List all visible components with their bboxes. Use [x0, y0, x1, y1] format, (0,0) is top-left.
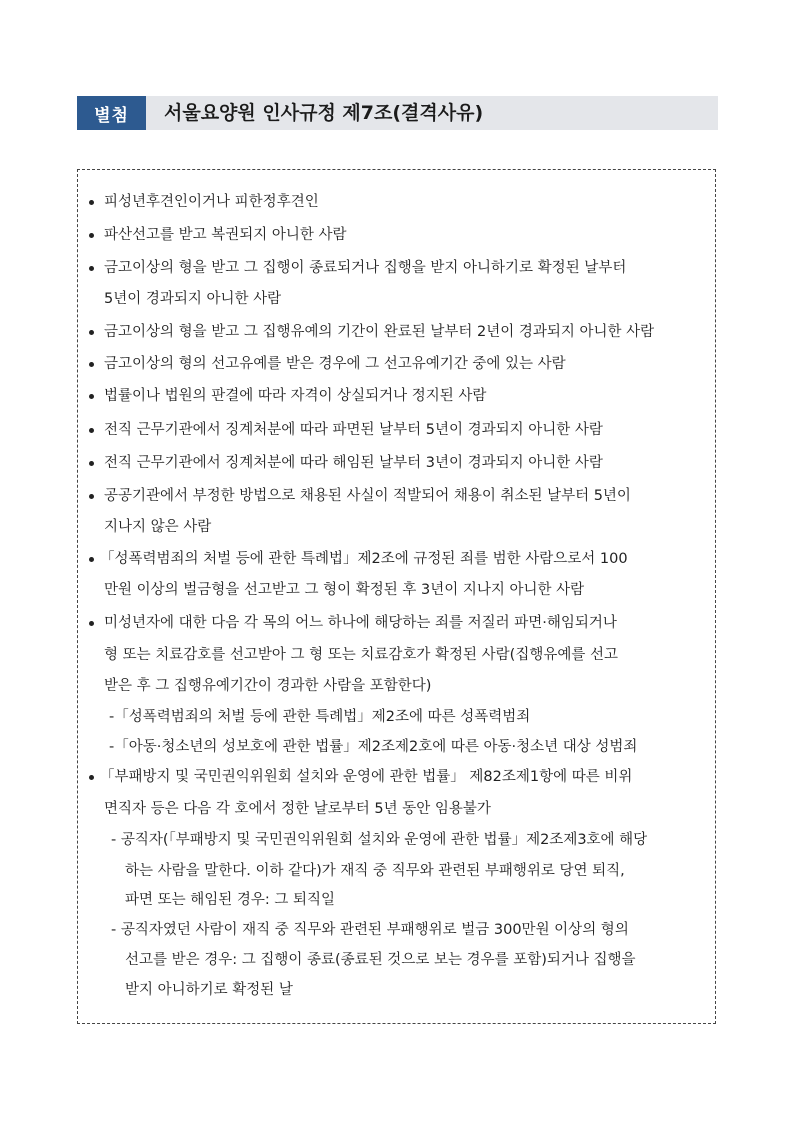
sub-item-line: 하는 사람을 말한다. 이하 같다)가 재직 중 직무와 관련된 부패행위로 당연 퇴직, — [125, 863, 625, 879]
header-bar — [77, 96, 718, 130]
list-item-line: 만원 이상의 벌금형을 선고받고 그 형이 확정된 후 3년이 지나지 아니한 사람 — [104, 582, 585, 598]
list-item-line: 금고이상의 형을 받고 그 집행이 종료되거나 집행을 받지 아니하기로 확정된 날부터 — [104, 260, 627, 276]
bullet — [89, 621, 94, 626]
attachment-badge: 별첨 — [77, 96, 146, 130]
bullet — [89, 557, 94, 562]
sub-item-line: 받지 아니하기로 확정된 날 — [125, 982, 293, 998]
list-item-line: 금고이상의 형의 선고유예를 받은 경우에 그 선고유예기간 중에 있는 사람 — [104, 356, 566, 372]
sub-item-line: 파면 또는 해임된 경우: 그 퇴직일 — [125, 892, 336, 908]
list-item-line: 지나지 않은 사람 — [104, 519, 212, 535]
bullet — [89, 200, 94, 205]
list-item-line: 전직 근무기관에서 징계처분에 따라 해임된 날부터 3년이 경과되지 아니한 사람 — [104, 455, 603, 471]
sub-item-line: -「아동·청소년의 성보호에 관한 법률」제2조제2호에 따른 아동·청소년 대상 성범죄 — [109, 739, 638, 755]
list-item-line: 피성년후견인이거나 피한정후견인 — [104, 194, 319, 210]
bullet — [89, 775, 94, 780]
bullet — [89, 266, 94, 271]
page-title: 서울요양원 인사규정 제7조(결격사유) — [164, 102, 484, 124]
list-item-line: 면직자 등은 다음 각 호에서 정한 날로부터 5년 동안 임용불가 — [104, 801, 491, 817]
sub-item-line: - 공직자였던 사람이 재직 중 직무와 관련된 부패행위로 벌금 300만원 이상의 형의 — [111, 922, 629, 938]
list-item-line: 공공기관에서 부정한 방법으로 채용된 사실이 적발되어 채용이 취소된 날부터 5년이 — [104, 488, 631, 504]
list-item-line: 금고이상의 형을 받고 그 집행유예의 기간이 완료된 날부터 2년이 경과되지 아니한 사람 — [104, 324, 655, 340]
bullet — [89, 394, 94, 399]
list-item-line: 미성년자에 대한 다음 각 목의 어느 하나에 해당하는 죄를 저질러 파면·해임되거나 — [104, 615, 617, 631]
list-item-line: 형 또는 치료감호를 선고받아 그 형 또는 치료감호가 확정된 사람(집행유예를 선고 — [104, 647, 618, 663]
bullet — [89, 494, 94, 499]
list-item-line: 「부패방지 및 국민권익위원회 설치와 운영에 관한 법률」 제82조제1항에 따른 비위 — [100, 769, 633, 785]
bullet — [89, 233, 94, 238]
bullet — [89, 461, 94, 466]
sub-item-line: -「성폭력범죄의 처벌 등에 관한 특례법」제2조에 따른 성폭력범죄 — [109, 709, 531, 725]
list-item-line: 법률이나 법원의 판결에 따라 자격이 상실되거나 정지된 사람 — [104, 388, 487, 404]
list-item-line: 받은 후 그 집행유예기간이 경과한 사람을 포함한다) — [104, 678, 432, 694]
sub-item-line: - 공직자(「부패방지 및 국민권익위원회 설치와 운영에 관한 법률」제2조제3호에 해당 — [111, 832, 648, 848]
list-item-line: 전직 근무기관에서 징계처분에 따라 파면된 날부터 5년이 경과되지 아니한 사람 — [104, 422, 603, 438]
sub-item-line: 선고를 받은 경우: 그 집행이 종료(종료된 것으로 보는 경우를 포함)되거나 집행을 — [125, 952, 636, 968]
bullet — [89, 362, 94, 367]
bullet — [89, 330, 94, 335]
bullet — [89, 428, 94, 433]
list-item-line: 5년이 경과되지 아니한 사람 — [104, 291, 282, 307]
list-item-line: 파산선고를 받고 복권되지 아니한 사람 — [104, 227, 347, 243]
list-item-line: 「성폭력범죄의 처벌 등에 관한 특례법」제2조에 규정된 죄를 범한 사람으로서 100 — [100, 551, 628, 567]
